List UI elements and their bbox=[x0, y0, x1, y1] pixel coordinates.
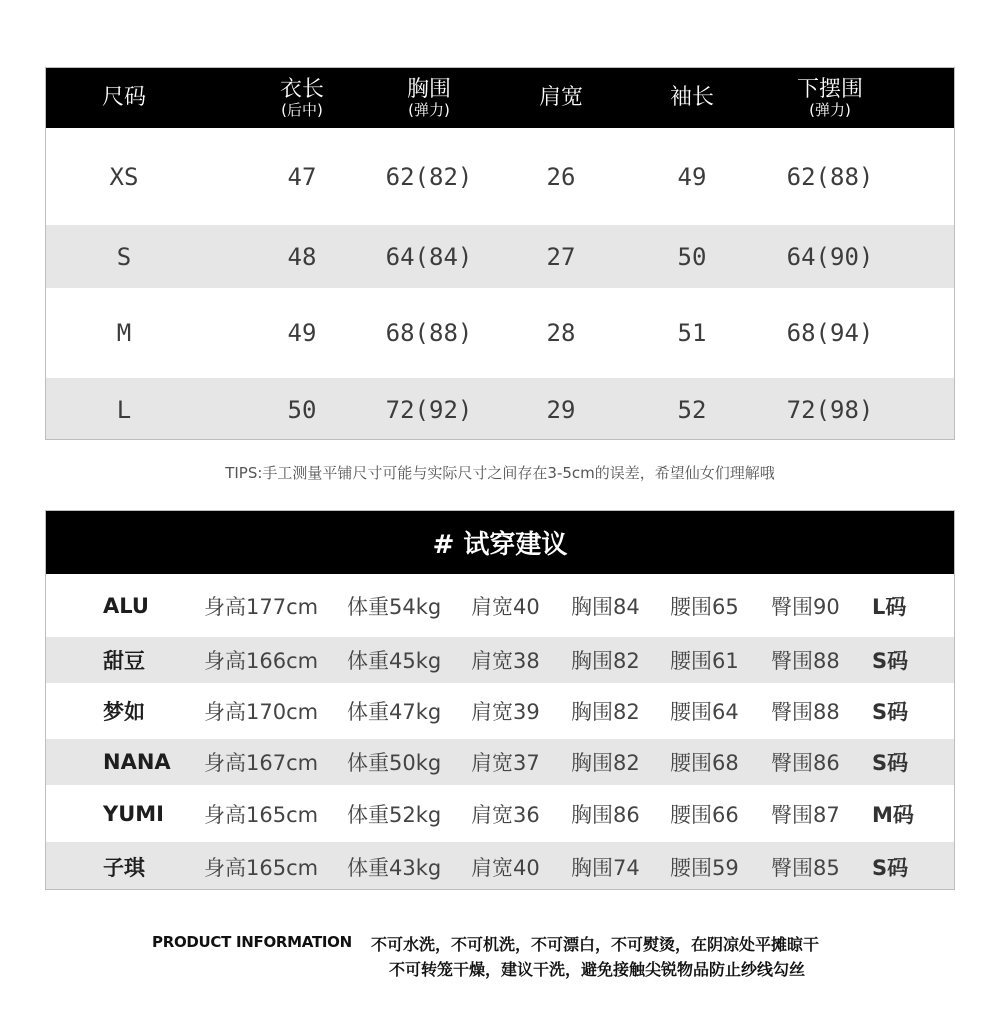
chest-cell: 胸围82 bbox=[571, 700, 640, 724]
waist-cell: 腰围66 bbox=[670, 802, 739, 827]
height-cell: 身高165cm bbox=[204, 855, 319, 880]
hip-cell: 臀围85 bbox=[771, 855, 840, 880]
chest-cell: 胸围84 bbox=[571, 594, 640, 619]
product-info-label: PRODUCT INFORMATION bbox=[152, 933, 352, 951]
model-name: 甜豆 bbox=[103, 649, 145, 673]
length-cell: 48 bbox=[287, 242, 317, 271]
chest-cell: 胸围74 bbox=[571, 855, 640, 880]
size-table-header bbox=[46, 68, 954, 128]
model-name: ALU bbox=[103, 593, 149, 618]
hip-cell: 臀围86 bbox=[771, 751, 840, 775]
model-name: 梦如 bbox=[103, 700, 145, 724]
shoulder-cell: 28 bbox=[546, 319, 576, 347]
hem-cell: 62(88) bbox=[786, 162, 874, 191]
size-cell: M码 bbox=[872, 802, 914, 827]
waist-cell: 腰围61 bbox=[670, 649, 739, 673]
waist-cell: 腰围65 bbox=[670, 594, 739, 619]
shoulder-cell: 肩宽38 bbox=[471, 649, 540, 673]
hip-cell: 臀围90 bbox=[771, 594, 840, 619]
length-cell: 47 bbox=[287, 162, 317, 191]
chest-cell: 72(92) bbox=[385, 395, 473, 424]
shoulder-cell: 29 bbox=[546, 395, 576, 424]
header-size: 尺码 bbox=[101, 85, 146, 110]
header-length: 衣长 (后中) bbox=[279, 77, 324, 119]
shoulder-cell: 26 bbox=[546, 162, 576, 191]
weight-cell: 体重45kg bbox=[347, 649, 442, 673]
try-on-table bbox=[45, 510, 955, 890]
try-on-row bbox=[46, 842, 954, 890]
weight-cell: 体重54kg bbox=[347, 594, 442, 619]
length-cell: 50 bbox=[287, 395, 317, 424]
try-on-row bbox=[46, 785, 954, 842]
hip-cell: 臀围87 bbox=[771, 802, 840, 827]
chest-cell: 64(84) bbox=[385, 242, 473, 271]
hem-cell: 68(94) bbox=[786, 319, 874, 347]
length-cell: 49 bbox=[287, 319, 317, 347]
header-sleeve: 袖长 bbox=[669, 85, 714, 110]
shoulder-cell: 肩宽37 bbox=[471, 751, 540, 775]
try-on-title: # 试穿建议 bbox=[46, 511, 954, 574]
header-hem: 下摆围 (弹力) bbox=[796, 77, 863, 119]
size-cell: M bbox=[116, 319, 132, 347]
measurement-tips: TIPS:手工测量平铺尺寸可能与实际尺寸之间存在3-5cm的误差，希望仙女们理解哦 bbox=[225, 464, 775, 482]
shoulder-cell: 肩宽40 bbox=[471, 594, 540, 619]
sleeve-cell: 51 bbox=[677, 319, 707, 347]
chest-cell: 胸围82 bbox=[571, 649, 640, 673]
hem-cell: 64(90) bbox=[786, 242, 874, 271]
header-chest: 胸围 (弹力) bbox=[406, 77, 451, 119]
size-cell: S码 bbox=[872, 649, 909, 673]
chest-cell: 胸围86 bbox=[571, 802, 640, 827]
shoulder-cell: 肩宽36 bbox=[471, 802, 540, 827]
size-cell: L码 bbox=[872, 594, 907, 619]
size-cell: S bbox=[116, 242, 132, 271]
hip-cell: 臀围88 bbox=[771, 649, 840, 673]
chest-cell: 68(88) bbox=[385, 319, 473, 347]
chest-cell: 62(82) bbox=[385, 162, 473, 191]
try-on-row bbox=[46, 739, 954, 785]
weight-cell: 体重43kg bbox=[347, 855, 442, 880]
size-cell: S码 bbox=[872, 855, 909, 880]
sleeve-cell: 52 bbox=[677, 395, 707, 424]
try-on-row bbox=[46, 683, 954, 739]
care-instructions-line-2: 不可转笼干燥，建议干洗，避免接触尖锐物品防止纱线勾丝 bbox=[389, 960, 806, 979]
weight-cell: 体重50kg bbox=[347, 751, 442, 775]
height-cell: 身高170cm bbox=[204, 700, 319, 724]
sleeve-cell: 50 bbox=[677, 242, 707, 271]
sleeve-cell: 49 bbox=[677, 162, 707, 191]
size-cell: L bbox=[116, 395, 132, 424]
try-on-row bbox=[46, 637, 954, 683]
size-cell: S码 bbox=[872, 700, 909, 724]
height-cell: 身高165cm bbox=[204, 802, 319, 827]
hem-cell: 72(98) bbox=[786, 395, 874, 424]
size-row-l bbox=[46, 378, 954, 440]
size-row-xs bbox=[46, 128, 954, 225]
model-name: 子琪 bbox=[103, 855, 145, 880]
size-row-m bbox=[46, 288, 954, 378]
model-name: NANA bbox=[103, 750, 171, 774]
waist-cell: 腰围59 bbox=[670, 855, 739, 880]
waist-cell: 腰围64 bbox=[670, 700, 739, 724]
size-cell: XS bbox=[109, 162, 139, 191]
height-cell: 身高177cm bbox=[204, 594, 319, 619]
chest-cell: 胸围82 bbox=[571, 751, 640, 775]
size-row-s bbox=[46, 225, 954, 288]
weight-cell: 体重52kg bbox=[347, 802, 442, 827]
shoulder-cell: 肩宽40 bbox=[471, 855, 540, 880]
try-on-row bbox=[46, 574, 954, 637]
height-cell: 身高166cm bbox=[204, 649, 319, 673]
height-cell: 身高167cm bbox=[204, 751, 319, 775]
header-shoulder: 肩宽 bbox=[538, 85, 583, 110]
weight-cell: 体重47kg bbox=[347, 700, 442, 724]
shoulder-cell: 肩宽39 bbox=[471, 700, 540, 724]
care-instructions-line-1: 不可水洗，不可机洗，不可漂白，不可熨烫，在阴凉处平摊晾干 bbox=[371, 935, 820, 954]
waist-cell: 腰围68 bbox=[670, 751, 739, 775]
size-table bbox=[45, 67, 955, 440]
size-cell: S码 bbox=[872, 751, 909, 775]
shoulder-cell: 27 bbox=[546, 242, 576, 271]
model-name: YUMI bbox=[103, 801, 164, 826]
hip-cell: 臀围88 bbox=[771, 700, 840, 724]
